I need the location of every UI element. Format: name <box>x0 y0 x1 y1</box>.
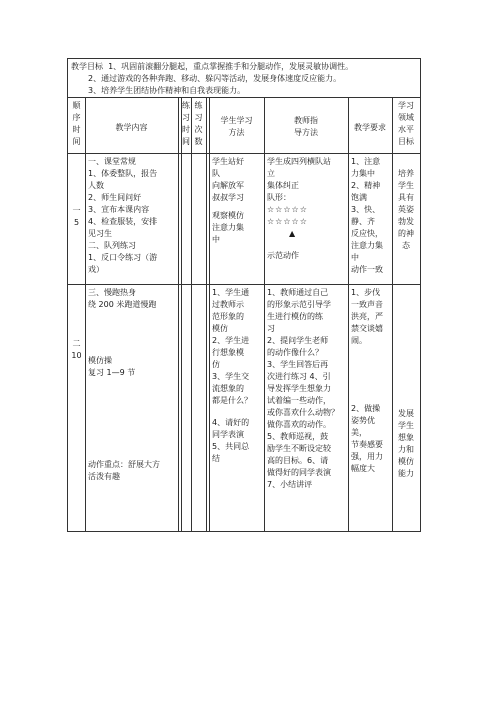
header-teacher-line: 导方法 <box>294 128 318 137</box>
row1-student-method <box>210 155 264 247</box>
row1-content-line: 2、师生间问好 <box>88 193 142 202</box>
row1-req-line: 力集中 <box>351 169 375 178</box>
header-time-char: 间 <box>182 137 190 146</box>
row1-req-line: 注意力集 <box>351 241 383 250</box>
row2-teacher-line: 试着编一些动作， <box>267 396 331 405</box>
row1-level-goal <box>392 167 420 253</box>
row2-student-line: 同学表演 <box>212 430 244 439</box>
col-divider <box>178 98 179 531</box>
header-order-char: 顺 <box>72 101 81 110</box>
row1-level-line: 具有 <box>398 193 414 202</box>
row1-order-label: 一 <box>72 206 81 215</box>
header-requirements: 教学要求 <box>354 123 386 132</box>
row2-student-line: 1、学生通 <box>212 288 250 297</box>
row1-req-line: 中 <box>351 253 359 262</box>
header-level-line: 目标 <box>398 137 414 146</box>
header-level-goal <box>392 99 420 149</box>
row1-level-line: 英姿 <box>398 205 414 214</box>
row2-content-line: 复习 1—9 节 <box>88 368 136 377</box>
row1-teacher-line: 立 <box>267 169 275 178</box>
col-divider <box>191 98 192 531</box>
row2-teacher-line: 导发挥学生想象力 <box>267 384 331 393</box>
row1-student-line: 叔叔学习 <box>212 193 244 202</box>
row1-content-line: 3、宣布本课内容 <box>88 205 150 214</box>
row2-teacher-line: 5、教师巡视，鼓 <box>267 432 329 441</box>
row1-req-line: 饱满 <box>351 193 367 202</box>
row2-teacher-line: 高的目标。6、请 <box>267 456 329 465</box>
lesson-plan-table <box>67 58 421 532</box>
row1-level-line: 学生 <box>398 181 414 190</box>
row1-level-line: 的神 <box>398 229 414 238</box>
row1-req-line: 动作一致 <box>351 265 383 274</box>
header-teacher-method <box>264 114 348 140</box>
row2-level-line: 能力 <box>398 469 414 478</box>
objective-1: 1、巩固前滚翻分腿起，重点掌握推手和分腿动作，发展灵敏协调性。 <box>108 62 354 71</box>
row1-req-line: 静、齐 <box>351 217 375 226</box>
row1-requirements <box>349 155 392 277</box>
row2-level-line: 学生 <box>398 421 414 430</box>
row2-student-line: 过教师示 <box>212 300 244 309</box>
row2-content-line: 三、慢跑热身 <box>88 288 136 297</box>
row2-student-line: 仿 <box>212 360 220 369</box>
row2-content-line: 绕 200 米跑道慢跑 <box>88 300 157 309</box>
row2-teacher-line: 3、学生回答后再 <box>267 360 329 369</box>
row2-student-line <box>212 407 262 417</box>
teaching-objectives <box>68 59 420 98</box>
row2-student-line: 2、学生进 <box>212 336 250 345</box>
objectives-label: 教学目标 <box>71 62 103 71</box>
row2-level-line: 模仿 <box>398 457 414 466</box>
row2-student-line: 模仿 <box>212 324 228 333</box>
row2-level-line: 力和 <box>398 445 414 454</box>
row2-req-line: 一致声音 <box>351 300 383 309</box>
row1-content <box>86 155 178 277</box>
row2-student-line: 4、请好的 <box>212 418 250 427</box>
header-count-char: 练 <box>194 101 203 110</box>
row1-req-line: 反应快， <box>351 229 383 238</box>
row1-teacher-line: 学生成四列横队站 <box>267 157 331 166</box>
row2-teacher-line: 2、提问学生老师 <box>267 336 329 345</box>
col-divider-double <box>181 98 182 531</box>
row2-teacher-line: 的形象示范引导学 <box>267 300 331 309</box>
header-level-line: 领域 <box>398 113 414 122</box>
row2-req-line: 幅度大 <box>351 464 375 473</box>
row1-content-line: 4、检查服装，安排 <box>88 217 158 226</box>
header-order-char: 时 <box>72 125 81 134</box>
row2-req-line: 洪亮，严 <box>351 312 383 321</box>
header-student-line: 方法 <box>228 128 245 137</box>
header-level-line: 水平 <box>398 125 414 134</box>
header-order-char: 序 <box>72 113 81 122</box>
row2-teacher-line: 或你喜欢什么动物？ <box>267 408 339 417</box>
row1-minutes: 5 <box>73 218 80 227</box>
row2-student-line: 行想象模 <box>212 348 244 357</box>
row2-teacher-line: 做你喜欢的动作。 <box>267 420 331 429</box>
row1-content-line: 二、队列练习 <box>88 241 136 250</box>
row2-req-line: 闹。 <box>351 336 367 345</box>
row2-minutes: 10 <box>71 351 82 360</box>
row2-req-line: 禁交谈嬉 <box>351 324 383 333</box>
row2-teacher-line: 的动作像什么？ <box>267 348 323 357</box>
header-count-char: 次 <box>194 125 203 134</box>
row2-teacher-line: 做得好的同学表演 <box>267 468 331 477</box>
row2-student-line: 都是什么？ <box>212 396 252 405</box>
header-time-char: 时 <box>182 125 190 134</box>
row2-teacher-line: 励学生不断设定较 <box>267 444 331 453</box>
row2-teacher-line: 1、教师通过自己 <box>267 288 329 297</box>
row1-teacher-line: 队形： <box>267 193 291 202</box>
row1-student-line: 观察模仿 <box>212 211 244 220</box>
header-student-method <box>209 114 264 140</box>
row2-req-line: 1、步伐 <box>351 288 381 297</box>
header-level-line: 学习 <box>398 101 414 110</box>
row1-student-line: 学生站好 <box>212 157 244 166</box>
row2-teacher-line: 次进行练习 4、引 <box>267 372 331 381</box>
row2-teacher-method <box>265 286 348 492</box>
row2-level-goal <box>392 407 420 481</box>
header-order-char: 间 <box>72 137 81 146</box>
row1-req-line: 1、注意 <box>351 157 381 166</box>
row2-student-line: 结 <box>212 454 220 463</box>
row2-student-line: 范形象的 <box>212 312 244 321</box>
row1-content-line: 1、体委整队，报告 <box>88 169 158 178</box>
header-practice-count <box>191 99 206 149</box>
header-teacher-line: 教师指 <box>294 116 318 125</box>
formation-star-row: ☆☆☆☆☆ <box>267 217 308 226</box>
header-practice-time <box>181 99 191 149</box>
row1-level-line: 态 <box>402 241 410 250</box>
row1-teacher-demo: 示范动作 <box>267 251 299 260</box>
row2-req-line: 2、做操 <box>351 404 381 413</box>
header-count-char: 习 <box>194 113 203 122</box>
row2-student-line: 3、学生交 <box>212 372 250 381</box>
row1-level-line: 勃发 <box>398 217 414 226</box>
row1-req-line: 3、快、 <box>351 205 381 214</box>
row2-requirements <box>349 286 392 476</box>
row1-req-line: 2、精神 <box>351 181 381 190</box>
row1-student-line: 队 <box>212 169 220 178</box>
col-divider <box>206 98 207 531</box>
row2-content-line: 活泼有趣 <box>88 472 120 481</box>
row1-content-line: 1、反口令练习（游 <box>88 253 158 262</box>
row2-student-method <box>210 286 264 466</box>
row1-content-line: 一、课堂常规 <box>88 157 136 166</box>
row1-content-line: 戏） <box>88 265 104 274</box>
row2-student-line: 5、共同总 <box>212 442 250 451</box>
row1-teacher-method <box>265 155 348 263</box>
row2-level-line: 想象 <box>398 433 414 442</box>
row1-student-line: 中 <box>212 235 220 244</box>
row2-req-line: 节奏感要 <box>351 440 383 449</box>
row2-level-line: 发展 <box>398 409 414 418</box>
row1-student-line: 向解放军 <box>212 181 244 190</box>
row2-req-line: 姿势优美， <box>351 416 375 437</box>
header-time-char: 习 <box>182 113 190 122</box>
row2-teacher-line: 生进行模仿的练 <box>267 312 323 321</box>
row1-content-line: 人数 <box>88 181 104 190</box>
row1-content-line: 见习生 <box>88 229 112 238</box>
row2-teacher-line: 7、小结讲评 <box>267 480 313 489</box>
row2-order <box>68 337 85 363</box>
row2-req-line: 强，用力 <box>351 452 383 461</box>
teacher-position-marker-icon: ▲ <box>289 229 296 238</box>
header-student-line: 学生学习 <box>220 116 253 125</box>
objective-3: 3、培养学生团结协作精神和自我表现能力。 <box>88 86 246 95</box>
header-content: 教学内容 <box>115 123 148 132</box>
row2-content-line: 模仿操 <box>88 356 112 365</box>
header-count-char: 数 <box>194 137 203 146</box>
row1-teacher-line: 集体纠正 <box>267 181 299 190</box>
row-divider <box>68 153 420 154</box>
row2-teacher-line: 习 <box>267 324 275 333</box>
row2-order-label: 二 <box>72 339 81 348</box>
formation-star-row: ☆☆☆☆☆ <box>267 205 308 214</box>
row1-student-line: 注意力集 <box>212 223 244 232</box>
header-time-char: 练 <box>182 101 190 110</box>
row2-student-line: 流想象的 <box>212 384 244 393</box>
header-order <box>68 99 85 149</box>
row1-order <box>68 204 85 230</box>
objective-2: 2、通过游戏的各种奔跑、移动、躲闪等活动，发展身体速度反应能力。 <box>88 74 342 83</box>
row2-content-line: 动作重点：舒展大方 <box>88 460 160 469</box>
row1-level-line: 培养 <box>398 169 414 178</box>
row2-content <box>86 286 178 484</box>
row-divider <box>68 284 420 285</box>
